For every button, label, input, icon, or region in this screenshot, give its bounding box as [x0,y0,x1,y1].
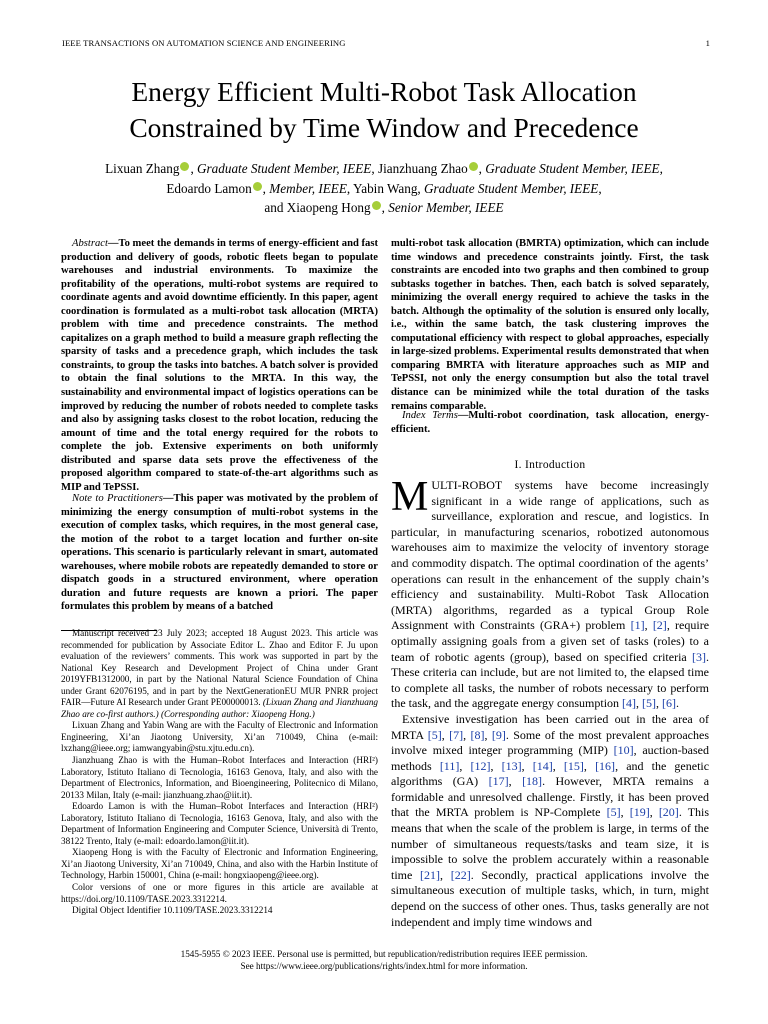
abstract-label: Abstract [72,238,108,249]
citation-link[interactable]: [10] [613,743,634,758]
orcid-icon[interactable] [253,182,262,191]
citation-link[interactable]: [18] [522,774,543,789]
abstract-continued: multi-robot task allocation (BMRTA) optimization, which can include time windows and precedence constraints jointly. First, the task constraints are encoded into two graphs and then combined to group subtasks together in batches. Then, each batch is solved separately, minimizing the overall energy required to achieve the tasks in the batch. Although the optimality of the solution is ensured only locally, i.e., within the same batch, the task clustering improves the computational efficiency with respect to global approaches, especially in large-sized problems. Experimental results demonstrated that when comparing BMRTA with literature approaches such as MIP and TePSSI, not only the energy consumption but also the total travel distance can be minimized while the total duration of the tasks remains comparable. [391,238,709,412]
citation-link[interactable]: [7] [449,727,464,742]
citation-link[interactable]: [11] [439,758,460,773]
intro-paragraph-2: Extensive investigation has been carried out in the area of MRTA [5], [7], [8], [9]. Some of the most prevalent approaches involve mixed integer programming (MIP) [10], auction-based methods [11], [12], [13], [14], [15], [16], and the genetic algorithms (GA) [17], [18]. However, MRTA remains a formidable and unresolved challenge. Firstly, it has been proved that the MRTA problem is NP-Complete [5], [19], [20]. This means that when the scale of the problem is large, in terms of the number of simultaneous requests/tasks and team size, it is impossible to solve the problem accurately within a reasonable time [21], [22]. Secondly, practical applications involve the simultaneous execution of multiple tasks, which, in turn, might depend on the success of other ones. Thus, tasks generally are not independent and imply time windows and [391,711,710,929]
abstract: Abstract—To meet the demands in terms of energy-efficient and fast production and delivery of goods, robotic fleets began to populate warehouses and industrial environments. To maximize the profitability of the operations, multi-robot systems are required to coordinate agents and avoid downtime efficiently. In this paper, agent coordination is formulated as a multi-robot task allocation (MRTA) problem with time and precedence constraints. The method capitalizes on a graph method to build a measure graph reflecting the sparsity of tasks and a precedence graph, which includes the task constraints, to group the tasks into batches. A batch solver is provided to obtain the final solutions to the MRTA. In this way, the sustainability and environmental impact of logistics operations can be improved by reducing the number of robots needed to complete tasks and also by assigning tasks closest to the robot location, reducing the amount of time and the total energy required for the robots to complete the job. Extensive experiments on both uniformly distributed and sparse data sets prove the effectiveness of the proposed algorithm compared to state-of-the-art algorithms such as MIP and TePSSI. [61,238,378,493]
author-name: Yabin Wang [353,180,418,196]
section-heading: I. Introduction [514,459,586,471]
footnote-affiliation: Edoardo Lamon is with the Human–Robot Interfaces and Interaction (HRI²) Laboratory, Istituto Italiano di Tecnologia, 16163 Genova, Italy, and also with the Department of Information Engineering and Computer Science, Università di Trento, 38122 Trento, Italy (e-mail: edoardo.lamon@iit.it). [61,801,378,846]
citation-link[interactable]: [3] [692,649,707,664]
author-role: Senior Member, IEEE [388,200,504,215]
orcid-icon[interactable] [372,201,381,210]
citation-link[interactable]: [5] [642,696,657,711]
citation-link[interactable]: [14] [532,758,553,773]
orcid-icon[interactable] [180,162,189,171]
note-text: This paper was motivated by the problem of minimizing the energy consumption of multi-robot systems in the execution of complex tasks, which requires, in the most general case, the motion of the robot to a target location and further on-site operations. This scenario is particularly relevant in smart, automated warehouses, where mobile robots are repeatedly demanded to store or dispatch goods in a structured environment, where operation duration and future requests are known a priori. The paper formulates this problem by means of a batched [61,493,378,613]
title-line-2: Constrained by Time Window and Precedence [129,112,639,143]
footnote-manuscript: Manuscript received 23 July 2023; accepted 18 August 2023. This article was recommended for publication by Associate Editor L. Zhao and Editor F. Ju upon evaluation of the reviewers’ comments. This work was supported in part by the National Key Research and Development Project of China under Grant 2019YFB1312000, in part by the National Natural Science Foundation of China under Grant 62076195, and in part by the NextGenerationEU MUR PNRR project FAIR—Future AI Research under Grant PE00000013. (Lixuan Zhang and Jianzhuang Zhao are co-first authors.) (Corresponding author: Xiaopeng Hong.) [61,628,379,719]
citation-link[interactable]: [2] [652,618,667,633]
author-block [40,159,728,218]
footnote-affiliation: Lixuan Zhang and Yabin Wang are with the Faculty of Electronic and Information Engineering, Xi’an Jiaotong University, Xi’an 710049, China (e-mail: lxzhang@ieee.org; iamwangyabin@stu.xjtu.edu.cn). [61,720,378,754]
intro-paragraph-1: MULTI-ROBOT systems have become increasingly significant in a wide range of applications, such as surveillance, exploration and rescue, and logistics. In particular, in manufacturing scenarios, robotized autonomous warehouses aim to maximize the velocity of inventory storage and commodity dispatch. The optimal coordination of the agents’ operations can result in the enhancement of the supply chain’s efficiency and sustainability. Multi-Robot Task Allocation (MRTA) algorithms, regarded as a typical Group Role Assignment with Constraints (GRA+) problem [1], [2], require optimally assigning goals from a given set of tasks (roles) to a team of robotic agents (group), based on specified criteria [3]. These criteria can include, but are not limited to, the elapsed time to complete all tasks, the number of robots necessary to perform the task, and the aggregate energy consumption [4], [5], [6]. [391,474,710,711]
citation-link[interactable]: [13] [501,758,522,773]
index-terms: Index Terms—Multi-robot coordination, task allocation, energy-efficient. [391,410,709,435]
author-name: Lixuan Zhang [105,161,180,176]
author-role: Graduate Student Member, IEEE [197,161,372,176]
author-role: Graduate Student Member, IEEE [424,180,599,196]
citation-link[interactable]: [6] [662,696,677,711]
running-header [62,38,710,48]
citation-link[interactable]: [19] [629,805,650,820]
footnote-affiliation: Jianzhuang Zhao is with the Human–Robot Interfaces and Interaction (HRI²) Laboratory, Istituto Italiano di Tecnologia, 16163 Genova, Italy, and also with the Department of Electronics, Information, and Bioengineering, Politecnico di Milano, 20133 Milan, Italy (e-mail: jianzhuang.zhao@iit.it). [61,755,378,800]
author-line-1: Lixuan Zhang , Graduate Student Member, IEEE, Jianzhuang Zhao , Graduate Student Member, IEEE, [105,161,663,176]
citation-link[interactable]: [20] [658,805,679,820]
author-role: Member, IEEE [269,180,347,196]
journal-name: IEEE TRANSACTIONS ON AUTOMATION SCIENCE AND ENGINEERING [62,38,346,48]
footnotes [61,628,378,917]
author-line-2: Edoardo Lamon , Member, IEEE, Yabin Wang, Graduate Student Member, IEEE, [166,180,602,196]
intro-body [391,474,710,930]
note-label: Note to Practitioners [72,493,163,504]
author-name: Jianzhuang Zhao [377,161,468,176]
footnote-affiliation: Xiaopeng Hong is with the Faculty of Electronic and Information Engineering, Xi’an Jiaotong University, Xi’an 710049, China, and also with the Harbin Institute of Technology, Harbin 150001, China (e-mail: hongxiaopeng@ieee.org). [61,847,378,881]
citation-link[interactable]: [9] [491,727,506,742]
abstract-text-left: To meet the demands in terms of energy-efficient and fast production and delivery of goods, robotic fleets began to populate warehouses and industrial environments. To maximize the profitability of the operations, multi-robot systems are required to coordinate agents and avoid downtime efficiently. In this paper, agent coordination is formulated as a multi-robot task allocation (MRTA) problem with time and precedence constraints. The method capitalizes on a graph method to build a measure graph reflecting the sparsity of tasks and a precedence graph, which includes the task constraints, to group the tasks into batches. A batch solver is provided to obtain the final solutions to the MRTA. In this way, the sustainability and environmental impact of logistics operations can be improved by reducing the number of robots needed to complete tasks and also by assigning tasks closest to the robot location, reducing the amount of time and the total energy required for the robots to complete the job. Extensive experiments on both uniformly distributed and sparse data sets prove the effectiveness of the proposed algorithm compared to state-of-the-art algorithms such as MIP and TePSSI. [61,238,378,493]
footer-line-1: 1545-5955 © 2023 IEEE. Personal use is permitted, but republication/redistribution requires IEEE permission. [180,949,588,959]
citation-link[interactable]: [21] [420,867,441,882]
citation-link[interactable]: [4] [622,696,637,711]
author-role: Graduate Student Member, IEEE [485,161,660,176]
copyright-footer [40,949,728,972]
index-terms-label: Index Terms [402,410,458,421]
note-to-practitioners: Note to Practitioners—This paper was motivated by the problem of minimizing the energy consumption of multi-robot systems in the execution of complex tasks, which requires, in the most general case, the motion of the robot to a target location and further on-site operations. This scenario is particularly relevant in smart, automated warehouses, where mobile robots are repeatedly demanded to store or dispatch goods in a structured environment, where operation duration and future requests are known a priori. The paper formulates this problem by means of a batched [61,493,378,613]
index-terms-text: Multi-robot coordination, task allocation, energy-efficient. [391,410,709,435]
citation-link[interactable]: [16] [595,758,616,773]
footnote-color: Color versions of one or more figures in this article are available at https://doi.org/10.1109/TASE.2023.3312214. [61,882,378,904]
author-name: and Xiaopeng Hong [264,200,371,215]
footer-line-2: See https://www.ieee.org/publications/rights/index.html for more information. [240,960,528,971]
citation-link[interactable]: [5] [606,805,621,820]
citation-link[interactable]: [17] [488,774,509,789]
citation-link[interactable]: [8] [470,727,485,742]
footnote-doi: Digital Object Identifier 10.1109/TASE.2023.3312214 [72,905,273,916]
title-line-1: Energy Efficient Multi-Robot Task Allocation [131,76,637,107]
author-name: Edoardo Lamon [166,180,252,196]
citation-link[interactable]: [15] [563,758,584,773]
paper-title [40,74,728,146]
author-line-3: and Xiaopeng Hong , Senior Member, IEEE [264,200,504,215]
citation-link[interactable]: [12] [470,758,491,773]
citation-link[interactable]: [5] [427,727,442,742]
drop-cap: M [391,474,429,520]
citation-link[interactable]: [1] [630,618,645,633]
orcid-icon[interactable] [469,162,478,171]
page-number: 1 [705,38,710,48]
citation-link[interactable]: [22] [450,867,471,882]
